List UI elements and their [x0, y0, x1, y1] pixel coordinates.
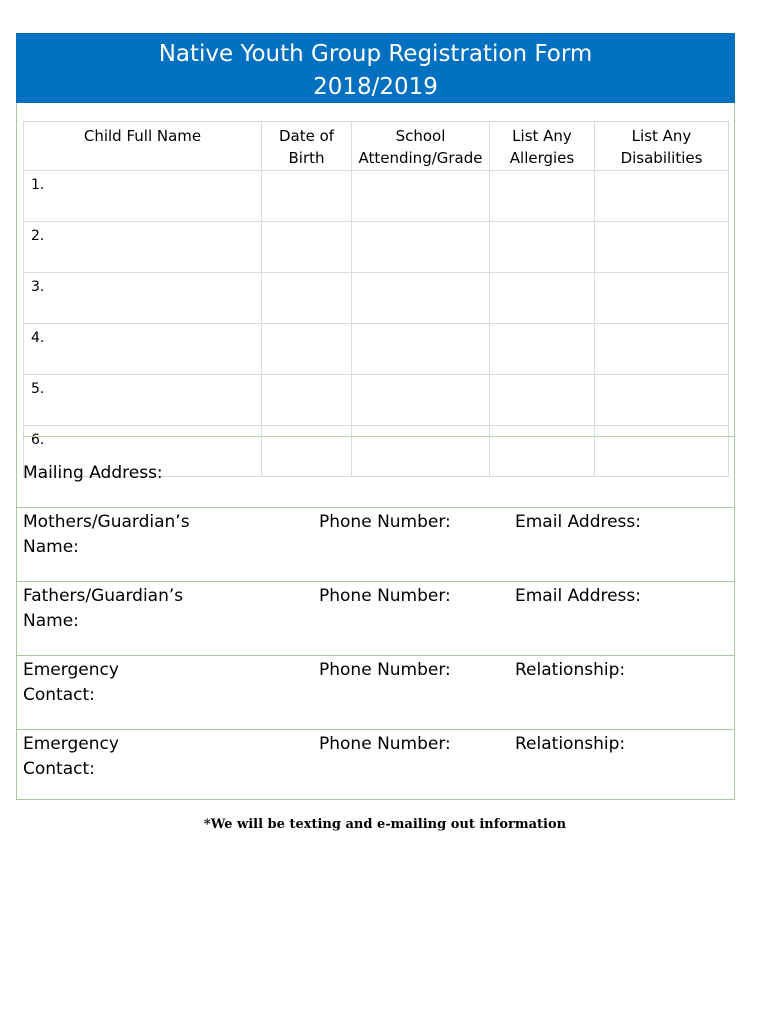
disabilities-field[interactable] [595, 375, 729, 426]
dob-field[interactable] [262, 426, 352, 477]
contact-name-label[interactable]: Emergency Contact: [23, 734, 119, 779]
school-field[interactable] [352, 324, 490, 375]
col-allergies: List Any Allergies [490, 122, 595, 171]
contact-name-label[interactable]: Mothers/Guardian’s Name: [23, 512, 190, 557]
contacts-section [16, 507, 735, 803]
school-field[interactable] [352, 222, 490, 273]
allergies-field[interactable] [490, 375, 595, 426]
mailing-address-label[interactable]: Mailing Address: [23, 463, 163, 483]
table-row [24, 171, 729, 222]
table-row [24, 273, 729, 324]
contact-name-label[interactable]: Fathers/Guardian’s Name: [23, 586, 184, 631]
footnote: *We will be texting and e-mailing out information [203, 817, 567, 832]
row-number: 5. [24, 375, 262, 426]
disabilities-field[interactable] [595, 426, 729, 477]
school-field[interactable] [352, 273, 490, 324]
contact-row-father [16, 581, 735, 655]
form-header [16, 33, 735, 103]
row-number: 6. [24, 426, 262, 477]
dob-field[interactable] [262, 171, 352, 222]
phone-label[interactable]: Phone Number: [319, 512, 451, 532]
disabilities-field[interactable] [595, 171, 729, 222]
email-label[interactable]: Email Address: [515, 586, 641, 606]
contact-row-emergency-1 [16, 655, 735, 729]
dob-field[interactable] [262, 273, 352, 324]
dob-field[interactable] [262, 324, 352, 375]
table-divider [23, 436, 735, 437]
form-title: Native Youth Group Registration Form [158, 41, 593, 67]
contact-row-emergency-2 [16, 729, 735, 803]
col-child-full-name: Child Full Name [24, 122, 262, 171]
disabilities-field[interactable] [595, 324, 729, 375]
school-field[interactable] [352, 171, 490, 222]
disabilities-field[interactable] [595, 273, 729, 324]
email-label[interactable]: Email Address: [515, 512, 641, 532]
phone-label[interactable]: Phone Number: [319, 660, 451, 680]
col-date-of-birth: Date of Birth [262, 122, 352, 171]
phone-label[interactable]: Phone Number: [319, 734, 451, 754]
disabilities-field[interactable] [595, 222, 729, 273]
table-row [24, 324, 729, 375]
row-number: 1. [24, 171, 262, 222]
allergies-field[interactable] [490, 273, 595, 324]
phone-label[interactable]: Phone Number: [319, 586, 451, 606]
relationship-label[interactable]: Relationship: [515, 660, 626, 680]
form-year: 2018/2019 [313, 74, 438, 100]
allergies-field[interactable] [490, 426, 595, 477]
contact-row-mother [16, 507, 735, 581]
allergies-field[interactable] [490, 324, 595, 375]
dob-field[interactable] [262, 222, 352, 273]
dob-field[interactable] [262, 375, 352, 426]
row-number: 2. [24, 222, 262, 273]
col-school-grade: School Attending/Grade [352, 122, 490, 171]
contact-name-label[interactable]: Emergency Contact: [23, 660, 119, 705]
children-table-header [24, 122, 729, 171]
row-number: 3. [24, 273, 262, 324]
table-row [24, 375, 729, 426]
allergies-field[interactable] [490, 171, 595, 222]
school-field[interactable] [352, 375, 490, 426]
allergies-field[interactable] [490, 222, 595, 273]
children-table [23, 121, 729, 477]
school-field[interactable] [352, 426, 490, 477]
table-row [24, 222, 729, 273]
relationship-label[interactable]: Relationship: [515, 734, 626, 754]
col-disabilities: List Any Disabilities [595, 122, 729, 171]
row-number: 4. [24, 324, 262, 375]
